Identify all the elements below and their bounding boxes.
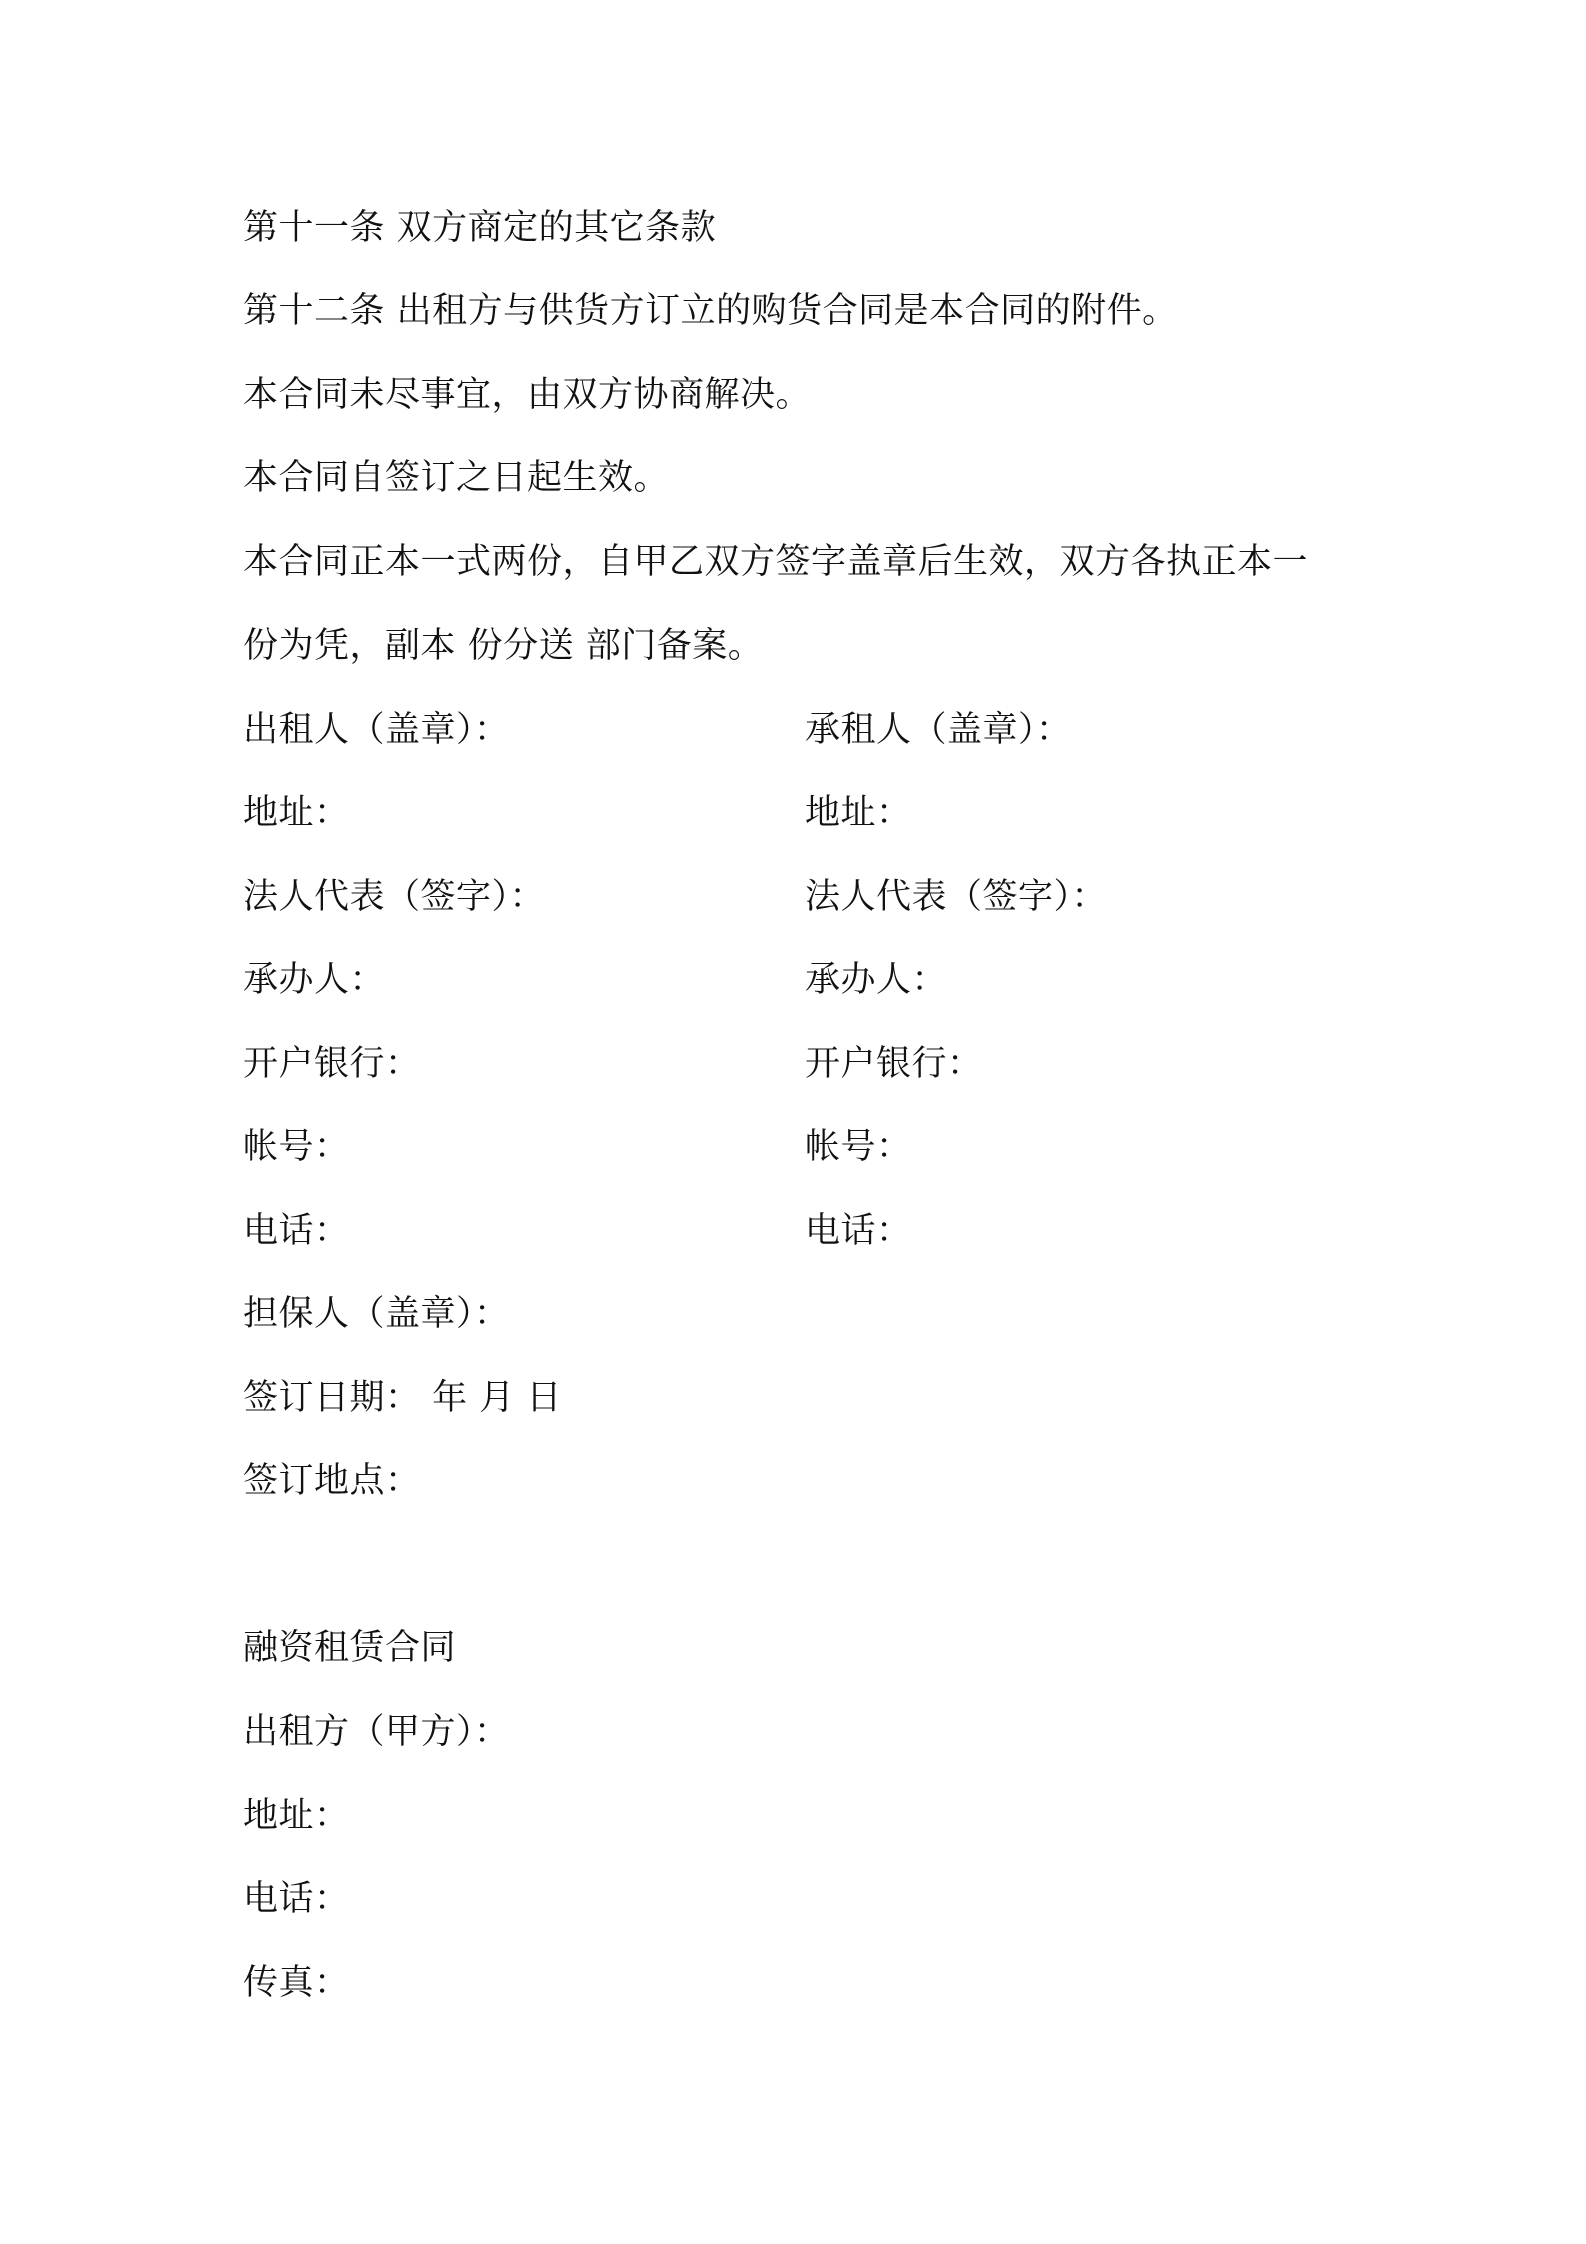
lessee-account-label: 帐号： bbox=[805, 1127, 912, 1167]
contract-title: 融资租赁合同 bbox=[243, 1628, 457, 1668]
copies-clause-line-2: 份为凭，副本 份分送 部门备案。 bbox=[243, 626, 764, 666]
article-12: 第十二条 出租方与供货方订立的购货合同是本合同的附件。 bbox=[243, 291, 1178, 331]
lessee-seal-label: 承租人（盖章）： bbox=[805, 710, 1072, 750]
unresolved-clause: 本合同未尽事宜，由双方协商解决。 bbox=[243, 375, 812, 415]
lessor-bank-label: 开户银行： bbox=[243, 1044, 421, 1084]
party-fax-label: 传真： bbox=[243, 1963, 350, 2003]
lessee-address-label: 地址： bbox=[805, 793, 912, 833]
lessor-address-label: 地址： bbox=[243, 793, 350, 833]
lessee-handler-label: 承办人： bbox=[805, 960, 948, 1000]
lessor-handler-label: 承办人： bbox=[243, 960, 386, 1000]
lessor-account-label: 帐号： bbox=[243, 1127, 350, 1167]
sign-place-label: 签订地点： bbox=[243, 1461, 421, 1501]
lessee-legal-rep-label: 法人代表（签字）： bbox=[805, 877, 1108, 917]
lessor-party-label: 出租方（甲方）： bbox=[243, 1712, 510, 1752]
lessee-phone-label: 电话： bbox=[805, 1211, 912, 1251]
lessor-legal-rep-label: 法人代表（签字）： bbox=[243, 877, 546, 917]
lessor-phone-label: 电话： bbox=[243, 1211, 350, 1251]
copies-clause-line-1: 本合同正本一式两份，自甲乙双方签字盖章后生效，双方各执正本一 bbox=[243, 542, 1309, 582]
article-11: 第十一条 双方商定的其它条款 bbox=[243, 208, 717, 248]
party-address-label: 地址： bbox=[243, 1796, 350, 1836]
effective-clause: 本合同自签订之日起生效。 bbox=[243, 458, 670, 498]
lessor-seal-label: 出租人（盖章）： bbox=[243, 710, 510, 750]
party-phone-label: 电话： bbox=[243, 1879, 350, 1919]
sign-date-label: 签订日期： 年 月 日 bbox=[243, 1378, 562, 1418]
guarantor-seal-label: 担保人（盖章）： bbox=[243, 1294, 510, 1334]
lessee-bank-label: 开户银行： bbox=[805, 1044, 983, 1084]
